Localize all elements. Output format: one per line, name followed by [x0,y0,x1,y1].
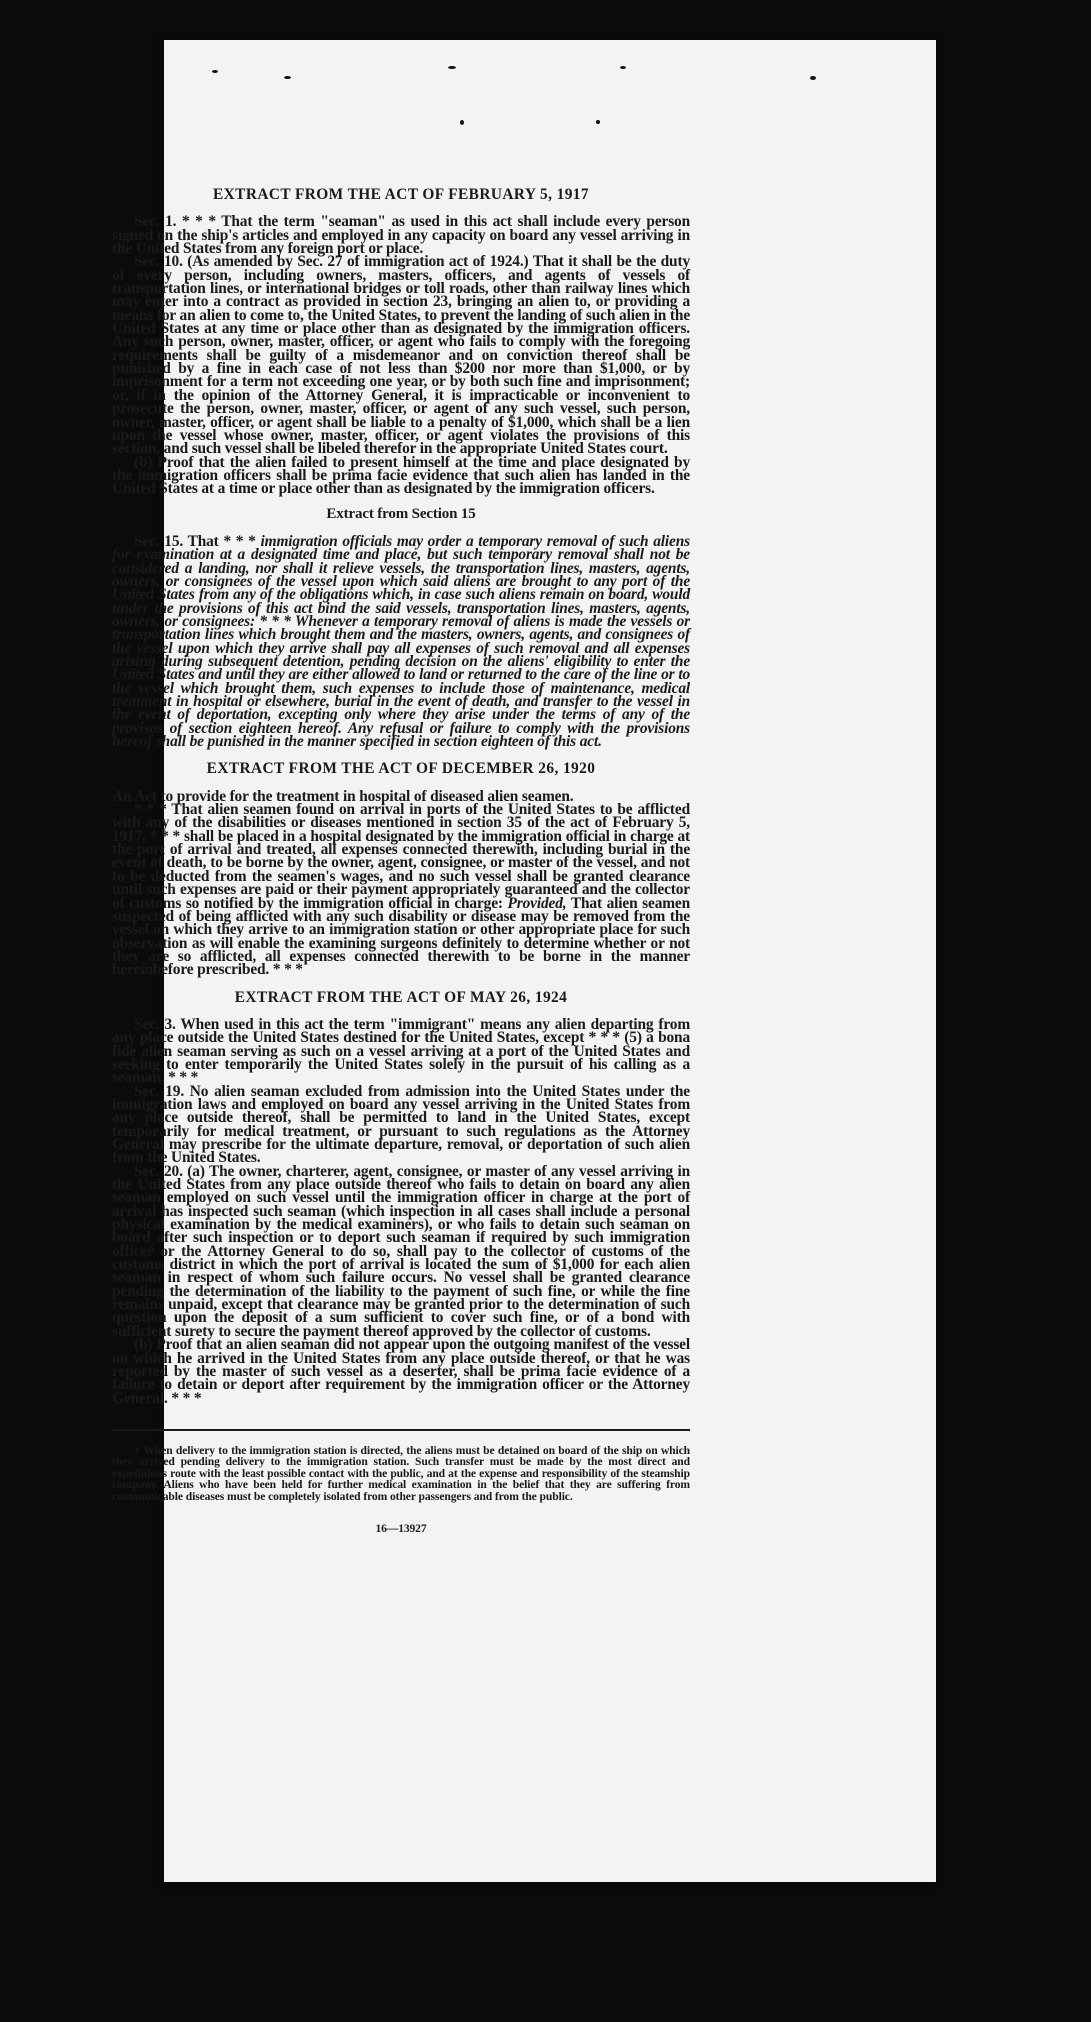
dust-speck [596,120,600,124]
paragraph [112,801,691,979]
dust-speck [810,76,816,80]
dust-speck [448,66,456,69]
paragraph: Sec. 10. (As amended by Sec. 27 of immigration act of 1924.) That it shall be the duty of every person, including owners, masters, officers, and agents of vessels of transportation lines, or international bridges or toll roads, other than railway lines which may enter into a contract as provided in section 23, bringing an alien to, or providing a means for an alien to come to, the United States, to prevent the landing of such alien in the United States at any time or place other than as designated by the immigration officers. Any such person, owner, master, officer, or agent who fails to comply with the foregoing requirements shall be guilty of a misdemeanor and on conviction thereof shall be punished by a fine in each case of not less than $200 nor more than $1,000, or by imprisonment for a term not exceeding one year, or by both such fine and imprisonment; or, if in the opinion of the Attorney General, it is impracticable or inconvenient to prosecute the person, owner, master, officer, or agent of any such vessel, such person, owner, master, officer, or agent shall be liable to a penalty of $1,000, which shall be a lien upon the vessel whose owner, master, officer, or agent violates the provisions of this section, and such vessel shall be libeled therefor in the appropriate United States court. [112,253,690,458]
subsection-heading: Extract from Section 15 [326,505,476,522]
italic-text: Provided, [507,894,567,912]
paragraph: Sec. 20. (a) The owner, charterer, agent, consignee, or master of any vessel arriving in the United States from any place outside thereof who fails to detain on board any alien seaman employed on such vessel until the immigration officer in charge at the port of arrival has inspected such seaman (which inspection in all cases shall include a personal physical examination by the medical examiners), or who fails to detain such seaman on board after such inspection or to deport such seaman if required by such immigration officer or the Attorney General to do so, shall pay to the collector of customs of the customs district in which the port of arrival is located the sum of $1,000 for each alien seaman in respect of whom such failure occurs. No vessel shall be granted clearance pending the determination of the liability to the payment of such fine, or while the fine remains unpaid, except that clearance may be granted prior to the determination of such question upon the deposit of a sum sufficient to cover such fine, or of a bond with sufficient surety to secure the payment thereof approved by the collector of customs. [112,1162,690,1340]
paragraph [112,532,690,751]
footnote: † When delivery to the immigration station is directed, the aliens must be detained on board of the ship on which they arrived pending delivery to the immigration station. Such transfer must be made by the most direct and expeditious route with the least possible contact with the public, and at the expense and responsibility of the steamship company. Aliens who have been held for further medical examination in the belief that they are suffering from communicable diseases must be completely isolated from other passengers and from the public. [112,1443,690,1503]
page-number: 16—13927 [375,1522,427,1536]
paragraph-lead: Sec. 15. That * * * [134,532,261,550]
paragraph-text: * * * That alien seamen found on arrival in ports of the United States to be afflicted with any of the disabilities or diseases mentioned in section 35 of the act of February 5, 1917, * * * shall be placed in a hospital designated by the immigration official in charge at the port of arrival and treated, all expenses connected therewith, including burial in the event of death, to be borne by the owner, agent, consignee, or master of the vessel, and not to be deducted from the seamen's wages, and no such vessel shall be granted clearance until such expenses are paid or their payment appropriately guaranteed and the collector of customs so notified by the immigration official in charge: [112,801,690,912]
paragraph: Sec. 3. When used in this act the term "immigrant" means any alien departing from any place outside the United States destined for the United States, except * * * (5) a bona fide alien seaman serving as such on a vessel arriving at a port of the United States and seeking to enter temporarily the United States solely in the pursuit of his calling as a seaman. * * * [112,1015,690,1087]
act-title: An Act to provide for the treatment in hospital of diseased alien seamen. [112,787,574,805]
footnote-rule [112,1429,690,1431]
section-heading: EXTRACT FROM THE ACT OF FEBRUARY 5, 1917 [212,186,590,203]
dust-speck [460,120,464,125]
dust-speck [284,76,291,79]
paragraph: (b) Proof that an alien seaman did not appear upon the outgoing manifest of the vessel on which he arrived in the United States from any place outside thereof, or that he was reported by the master of such vessel as a deserter, shall be prima facie evidence of a failure to detain or deport after requirement by the immigration officer or the Attorney General. * * * [112,1336,690,1407]
paragraph-text: That alien seamen suspected of being afflicted with any such disability or disease may be removed from the vessel on which they arrive to an immigration station or other appropriate place for such observation as will enable the examining surgeons definitely to determine whether or not they are so afflicted, all expenses connected therewith to be borne in the manner hereinbefore prescribed. * * * [112,894,691,979]
paragraph: Sec. 1. * * * That the term "seaman" as used in this act shall include every person signed on the ship's articles and employed in any capacity on board any vessel arriving in the United States from any foreign port or place. [112,213,690,258]
section-heading: EXTRACT FROM THE ACT OF MAY 26, 1924 [234,988,568,1006]
document-text [112,188,690,1536]
dust-speck [212,70,218,73]
section-heading: EXTRACT FROM THE ACT OF DECEMBER 26, 1920 [206,760,596,778]
paragraph: (b) Proof that the alien failed to present himself at the time and place designated by the immigration officers shall be prima facie evidence that such alien has landed in the United States at a time or place other than as designated by the immigration officers. [112,453,690,498]
dust-speck [620,66,626,69]
italic-text: immigration officials may order a temporary removal of such aliens for examination at a designated time and place, but such temporary removal shall not be considered a landing, nor shall it relieve vessels, the transportation lines, masters, agents, owners, or consignees of the vessel upon which said aliens are brought to any port of the United States from any of the obligations which, in case such aliens remain on board, would under the provisions of this act bind the said vessels, transportation lines, masters, agents, owners, or consignees: * * * Whenever a temporary removal of aliens is made the vessels or transportation lines which brought them and the masters, owners, agents, and consignees of the vessel upon which they arrive shall pay all expenses of such removal and all expenses arising during subsequent detention, pending decision on the aliens' eligibility to enter the United States and until they are either allowed to land or returned to the care of the line or to the vessel which brought them, such expenses to include those of maintenance, medical treatment in hospital or elsewhere, burial in the event of death, and transfer to the vessel in the event of deportation, excepting only where they arise under the terms of any of the provisos of section eighteen hereof. Any refusal or failure to comply with the provisions hereof shall be punished in the manner specified in section eighteen of this act. [112,532,690,751]
paragraph: Sec. 19. No alien seaman excluded from admission into the United States under the immigration laws and employed on board any vessel arriving in the United States from any place outside thereof, shall be permitted to land in the United States, except temporarily for medical treatment, or pursuant to such regulations as the Attorney General may prescribe for the ultimate departure, removal, or deportation of such alien from the United States. [112,1082,690,1167]
